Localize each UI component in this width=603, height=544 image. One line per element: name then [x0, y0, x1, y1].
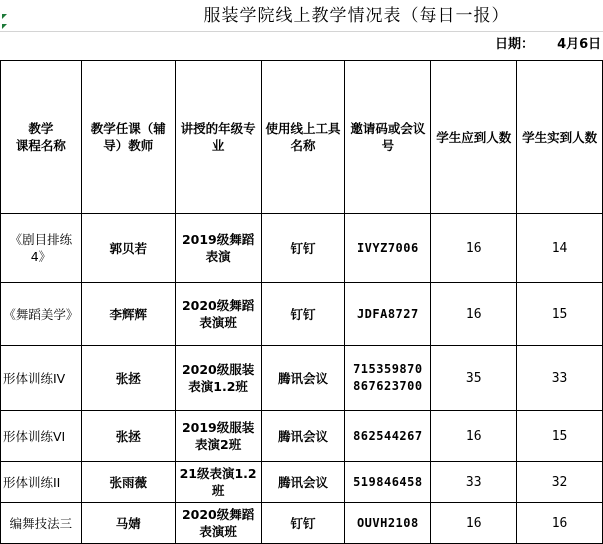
header-code[interactable]: 邀请码或会议号	[345, 61, 431, 214]
cell-actual[interactable]: 33	[517, 346, 603, 411]
cell-tool[interactable]: 腾讯会议	[261, 411, 345, 462]
cell-teacher[interactable]: 张拯	[81, 411, 175, 462]
cell-code[interactable]: JDFA8727	[345, 283, 431, 346]
date-label: 日期：	[495, 37, 535, 52]
cell-expected[interactable]: 16	[431, 283, 517, 346]
cell-course[interactable]: 形体训练IV	[1, 346, 82, 411]
cell-grade[interactable]: 2019级服装表演2班	[175, 411, 261, 462]
cell-grade[interactable]: 2020级舞蹈表演班	[175, 283, 261, 346]
cell-teacher[interactable]: 张雨薇	[81, 462, 175, 503]
cell-grade[interactable]: 2020级舞蹈表演班	[175, 503, 261, 544]
cell-actual[interactable]: 15	[517, 283, 603, 346]
cell-tool[interactable]: 钉钉	[261, 283, 345, 346]
cell-actual[interactable]: 16	[517, 503, 603, 544]
cell-teacher[interactable]: 张拯	[81, 346, 175, 411]
cell-code[interactable]: 715359870 867623700	[345, 346, 431, 411]
cell-course[interactable]: 形体训练II	[1, 462, 82, 503]
cell-code[interactable]: OUVH2108	[345, 503, 431, 544]
cell-code[interactable]: 862544267	[345, 411, 431, 462]
header-expected[interactable]: 学生应到人数	[431, 61, 517, 214]
page-title: 服装学院线上教学情况表（每日一报）	[203, 6, 510, 26]
cell-expected[interactable]: 16	[431, 411, 517, 462]
cell-tool[interactable]: 腾讯会议	[261, 346, 345, 411]
table-row	[1, 346, 603, 411]
header-grade[interactable]: 讲授的年级专业	[175, 61, 261, 214]
cell-code[interactable]: IVYZ7006	[345, 214, 431, 283]
cell-grade[interactable]: 2019级舞蹈表演	[175, 214, 261, 283]
cell-actual[interactable]: 15	[517, 411, 603, 462]
cell-tool[interactable]: 钉钉	[261, 503, 345, 544]
header-actual[interactable]: 学生实到人数	[517, 61, 603, 214]
cell-code[interactable]: 519846458	[345, 462, 431, 503]
cell-expected[interactable]: 33	[431, 462, 517, 503]
cell-expected[interactable]: 16	[431, 503, 517, 544]
table-header-row	[1, 61, 603, 214]
cell-course[interactable]: 《剧目排练4》	[1, 214, 82, 283]
date-value: 4月6日	[557, 37, 602, 52]
table-row	[1, 411, 603, 462]
cell-teacher[interactable]: 郭贝若	[81, 214, 175, 283]
cell-grade[interactable]: 21级表演1.2班	[175, 462, 261, 503]
cell-grade[interactable]: 2020级服装表演1.2班	[175, 346, 261, 411]
cell-actual[interactable]: 14	[517, 214, 603, 283]
cell-expected[interactable]: 16	[431, 214, 517, 283]
cell-tool[interactable]: 腾讯会议	[261, 462, 345, 503]
header-course[interactable]: 教学 课程名称	[1, 61, 82, 214]
table-row	[1, 503, 603, 544]
cell-course[interactable]: 《舞蹈美学》	[1, 283, 82, 346]
teaching-status-table	[0, 60, 603, 544]
header-teacher[interactable]: 教学任课（辅导）教师	[81, 61, 175, 214]
cell-tool[interactable]: 钉钉	[261, 214, 345, 283]
table-row	[1, 283, 603, 346]
report-date	[495, 34, 601, 56]
cell-actual[interactable]: 32	[517, 462, 603, 503]
table-row	[1, 462, 603, 503]
cell-teacher[interactable]: 李辉辉	[81, 283, 175, 346]
cell-course[interactable]: 形体训练VI	[1, 411, 82, 462]
cell-course[interactable]: 编舞技法三	[1, 503, 82, 544]
cell-expected[interactable]: 35	[431, 346, 517, 411]
header-tool[interactable]: 使用线上工具名称	[261, 61, 345, 214]
cell-teacher[interactable]: 马婧	[81, 503, 175, 544]
table-row	[1, 214, 603, 283]
gridline	[0, 31, 603, 32]
